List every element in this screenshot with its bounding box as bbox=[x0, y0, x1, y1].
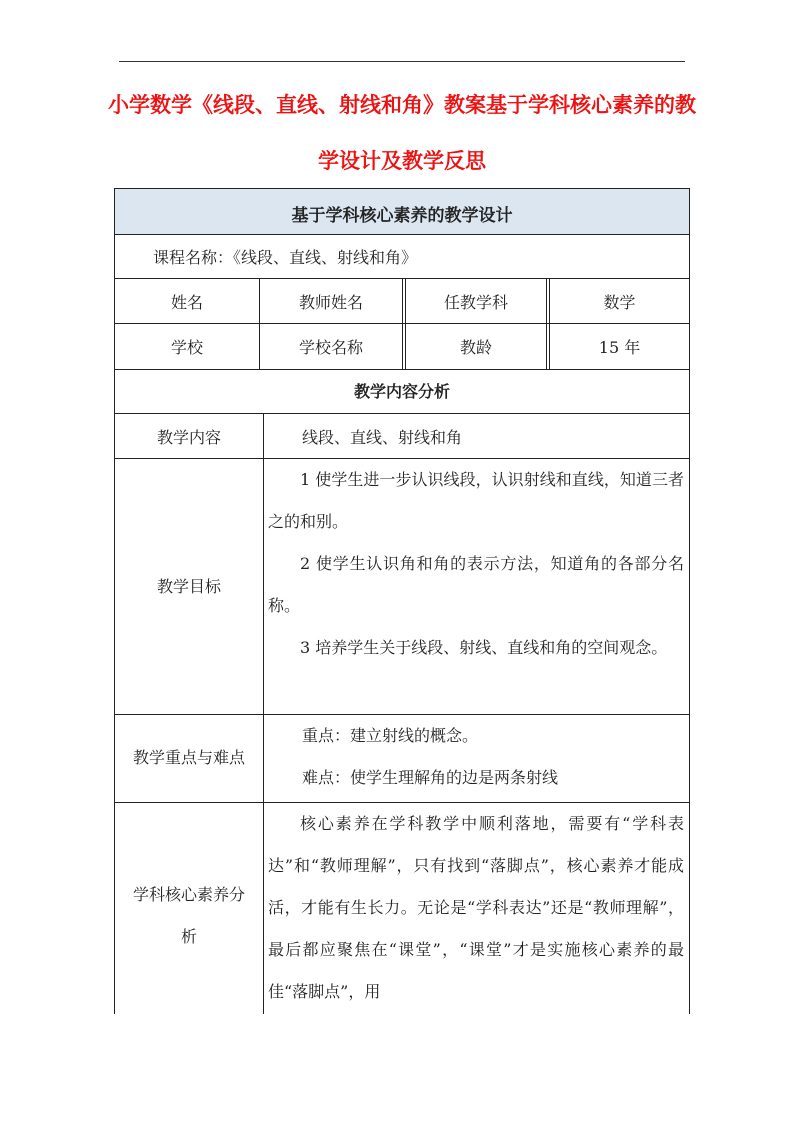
goals-label: 教学目标 bbox=[156, 577, 221, 596]
teaching-years-label: 教龄 bbox=[459, 338, 492, 357]
key-points-label: 教学重点与难点 bbox=[132, 748, 245, 767]
key-focus: 重点：建立射线的概念。 bbox=[302, 726, 479, 745]
teacher-name-value: 教师姓名 bbox=[298, 293, 363, 312]
subject-label: 任教学科 bbox=[443, 293, 508, 312]
content-value: 线段、直线、射线和角 bbox=[302, 428, 463, 447]
core-literacy-label: 学科核心素养分析 bbox=[132, 885, 245, 946]
lesson-plan-table bbox=[114, 188, 690, 1014]
document-title-line2: 学设计及教学反思 bbox=[318, 148, 486, 173]
goal-item-2: 2 使学生认识角和角的表示方法，知道角的各部分名称。 bbox=[268, 554, 684, 615]
content-label: 教学内容 bbox=[156, 428, 221, 447]
core-literacy-text: 核心素养在学科教学中顺利落地，需要有“学科表达”和“教师理解”，只有找到“落脚点”，核心素养才能成活，才能有生长力。无论是“学科表达”还是“教师理解”，最后都应聚焦在“课堂”，“课堂”才是实施核心素养的最佳“落脚点”，用 bbox=[268, 814, 684, 1001]
school-name-value: 学校名称 bbox=[298, 338, 363, 357]
goal-item-1: 1 使学生进一步认识线段，认识射线和直线，知道三者之的和别。 bbox=[268, 470, 684, 531]
teaching-years-value: 15 年 bbox=[598, 338, 641, 357]
top-rule bbox=[119, 61, 685, 62]
school-label: 学校 bbox=[170, 338, 203, 357]
subject-value: 数学 bbox=[603, 293, 636, 312]
section-title: 教学内容分析 bbox=[353, 382, 450, 401]
course-name: 课程名称：《线段、直线、射线和角》 bbox=[153, 248, 418, 267]
table-header-title: 基于学科核心素养的教学设计 bbox=[291, 206, 513, 226]
goal-item-3: 3 培养学生关于线段、射线、直线和角的空间观念。 bbox=[300, 638, 668, 657]
name-label: 姓名 bbox=[170, 293, 203, 312]
key-difficulty: 难点：使学生理解角的边是两条射线 bbox=[302, 768, 559, 787]
document-title-line1: 小学数学《线段、直线、射线和角》教案基于学科核心素养的教 bbox=[108, 92, 696, 117]
